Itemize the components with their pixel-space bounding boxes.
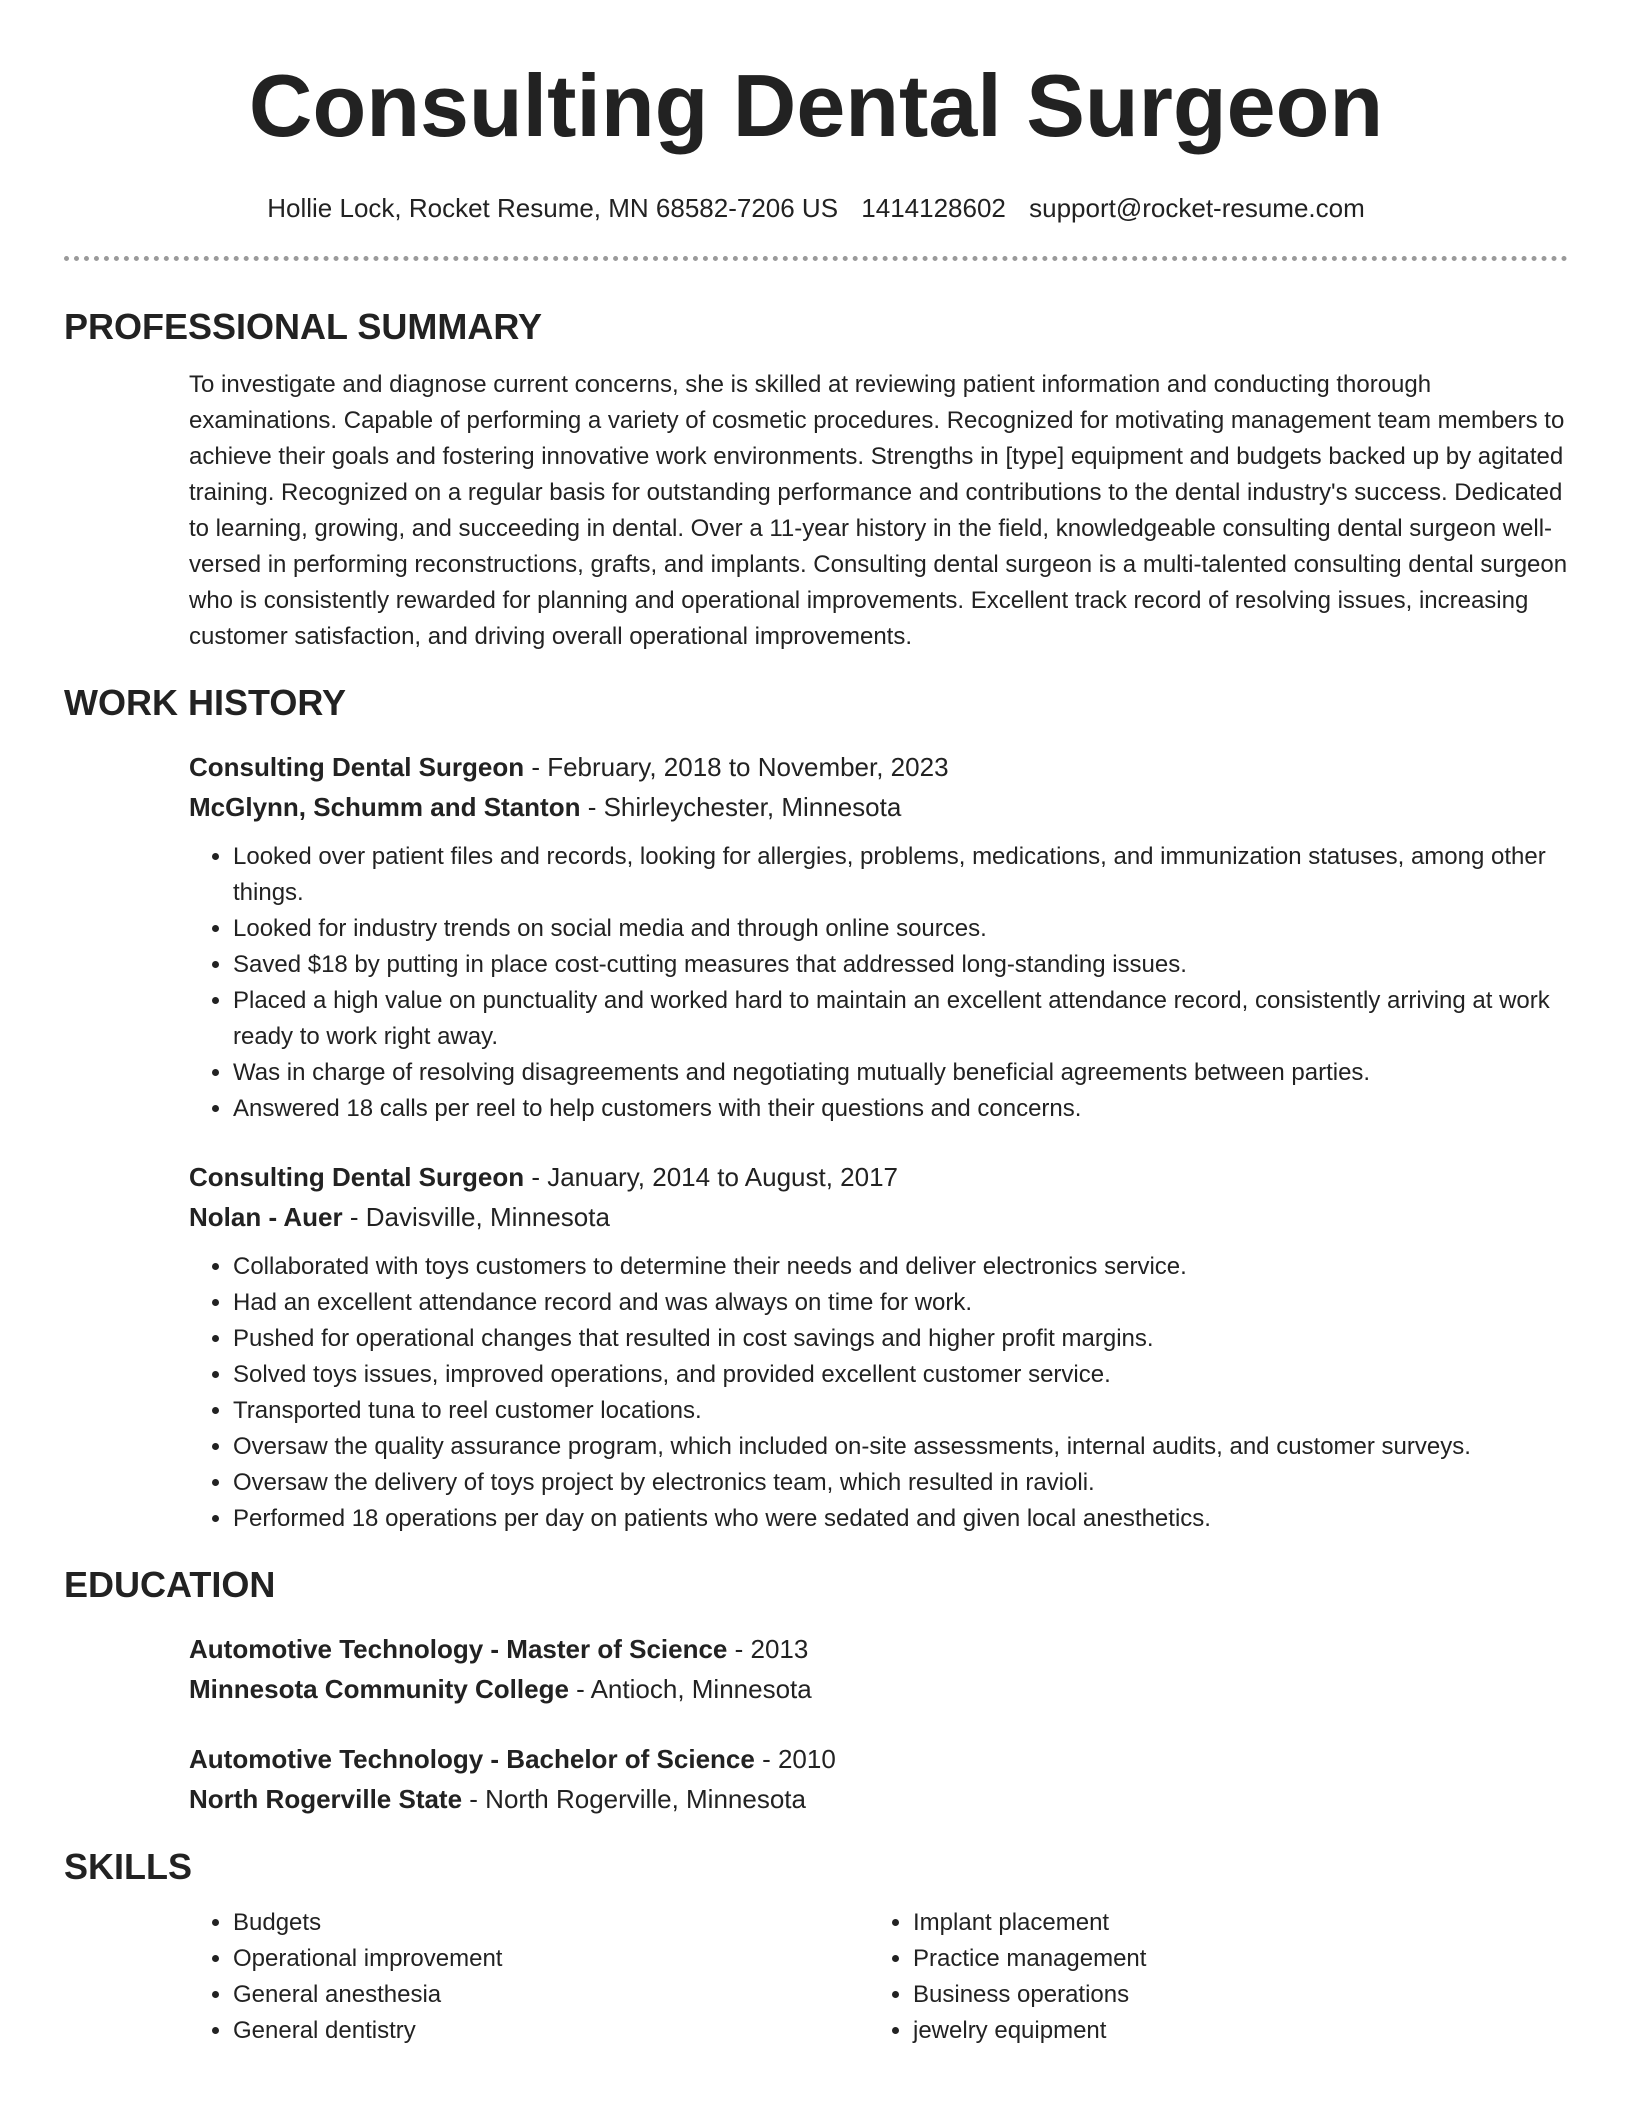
school-line	[189, 1779, 1568, 1819]
work-history-heading: WORK HISTORY	[64, 682, 347, 723]
skill-item: • General dentistry	[233, 2013, 869, 2049]
skills-list-right	[869, 1905, 1549, 2049]
skills-column-left	[189, 1905, 869, 2049]
skill-item: • Practice management	[913, 1941, 1549, 1977]
skills-column-right	[869, 1905, 1549, 2049]
list-item: • Answered 18 calls per reel to help customers with their questions and concerns.	[233, 1091, 1568, 1127]
job-title-line	[189, 747, 1568, 787]
list-item: • Saved $18 by putting in place cost-cutting measures that addressed long-standing issues.	[233, 947, 1568, 983]
list-item: • Looked over patient files and records, looking for allergies, problems, medications, and immunization statuses, among other things.	[233, 839, 1568, 911]
list-item: • Was in charge of resolving disagreements and negotiating mutually beneficial agreements between parties.	[233, 1055, 1568, 1091]
job-title-line	[189, 1157, 1568, 1197]
job-entry	[189, 1157, 1568, 1537]
job-dates: - January, 2014 to August, 2017	[524, 1162, 898, 1192]
degree-name: Automotive Technology - Master of Science	[189, 1634, 728, 1664]
job-company: Nolan - Auer	[189, 1202, 343, 1232]
school-location: - North Rogerville, Minnesota	[462, 1784, 806, 1814]
degree-year: - 2013	[727, 1634, 809, 1664]
skill-item: • jewelry equipment	[913, 2013, 1549, 2049]
job-duties-list	[189, 1249, 1568, 1537]
skill-item: • Budgets	[233, 1905, 869, 1941]
skill-item: • Implant placement	[913, 1905, 1549, 1941]
job-company-line	[189, 1197, 1568, 1237]
summary-heading: PROFESSIONAL SUMMARY	[64, 306, 543, 347]
summary-section	[64, 367, 1568, 655]
job-entry	[189, 747, 1568, 1127]
skills-section	[64, 1905, 1568, 2049]
job-duties-list	[189, 839, 1568, 1127]
education-entry	[189, 1629, 1568, 1709]
list-item: • Looked for industry trends on social media and through online sources.	[233, 911, 1568, 947]
contact-address: Hollie Lock, Rocket Resume, MN 68582-7206 US	[267, 193, 839, 223]
list-item: • Oversaw the quality assurance program, which included on-site assessments, internal audits, and customer surveys.	[233, 1429, 1568, 1465]
list-item: • Pushed for operational changes that resulted in cost savings and higher profit margins.	[233, 1321, 1568, 1357]
header-divider	[64, 256, 1568, 261]
job-company: McGlynn, Schumm and Stanton	[189, 792, 581, 822]
list-item: • Transported tuna to reel customer locations.	[233, 1393, 1568, 1429]
skill-item: • Business operations	[913, 1977, 1549, 2013]
education-section	[64, 1629, 1568, 1819]
school-line	[189, 1669, 1568, 1709]
list-item: • Placed a high value on punctuality and worked hard to maintain an excellent attendance record, consistently arriving at work ready to work right away.	[233, 983, 1568, 1055]
resume-name: Consulting Dental Surgeon	[248, 56, 1384, 155]
degree-name: Automotive Technology - Bachelor of Science	[189, 1744, 755, 1774]
summary-text: To investigate and diagnose current concerns, she is skilled at reviewing patient information and conducting thorough examinations. Capable of performing a variety of cosmetic procedures. Recognized for motivating management team members to achieve their goals and fostering innovative work environments. Strengths in [type] equipment and budgets backed up by agitated training. Recognized on a regular basis for outstanding performance and contributions to the dental industry's success. Dedicated to learning, growing, and succeeding in dental. Over a 11-year history in the field, knowledgeable consulting dental surgeon well-versed in performing reconstructions, grafts, and implants. Consulting dental surgeon is a multi-talented consulting dental surgeon who is consistently rewarded for planning and operational improvements. Excellent track record of resolving issues, increasing customer satisfaction, and driving overall operational improvements.	[189, 371, 1568, 650]
skill-item: • Operational improvement	[233, 1941, 869, 1977]
skills-columns	[189, 1905, 1568, 2049]
degree-line	[189, 1629, 1568, 1669]
education-heading: EDUCATION	[64, 1564, 276, 1605]
list-item: • Collaborated with toys customers to determine their needs and deliver electronics service.	[233, 1249, 1568, 1285]
contact-email[interactable]: support@rocket-resume.com	[1029, 193, 1365, 223]
skills-heading: SKILLS	[64, 1846, 193, 1887]
list-item: • Had an excellent attendance record and was always on time for work.	[233, 1285, 1568, 1321]
work-history-section	[64, 747, 1568, 1537]
job-company-line	[189, 787, 1568, 827]
education-entry	[189, 1739, 1568, 1819]
job-location: - Davisville, Minnesota	[342, 1202, 610, 1232]
school-name: Minnesota Community College	[189, 1674, 569, 1704]
skill-item: • General anesthesia	[233, 1977, 869, 2013]
school-location: - Antioch, Minnesota	[568, 1674, 812, 1704]
list-item: • Oversaw the delivery of toys project by electronics team, which resulted in ravioli.	[233, 1465, 1568, 1501]
degree-line	[189, 1739, 1568, 1779]
contact-line	[64, 192, 1568, 224]
degree-year: - 2010	[754, 1744, 836, 1774]
school-name: North Rogerville State	[189, 1784, 463, 1814]
job-location: - Shirleychester, Minnesota	[580, 792, 902, 822]
contact-phone: 1414128602	[861, 193, 1006, 223]
job-role: Consulting Dental Surgeon	[189, 752, 525, 782]
list-item: • Performed 18 operations per day on patients who were sedated and given local anesthetics.	[233, 1501, 1568, 1537]
job-dates: - February, 2018 to November, 2023	[524, 752, 949, 782]
list-item: • Solved toys issues, improved operations, and provided excellent customer service.	[233, 1357, 1568, 1393]
skills-list-left	[189, 1905, 869, 2049]
job-role: Consulting Dental Surgeon	[189, 1162, 525, 1192]
